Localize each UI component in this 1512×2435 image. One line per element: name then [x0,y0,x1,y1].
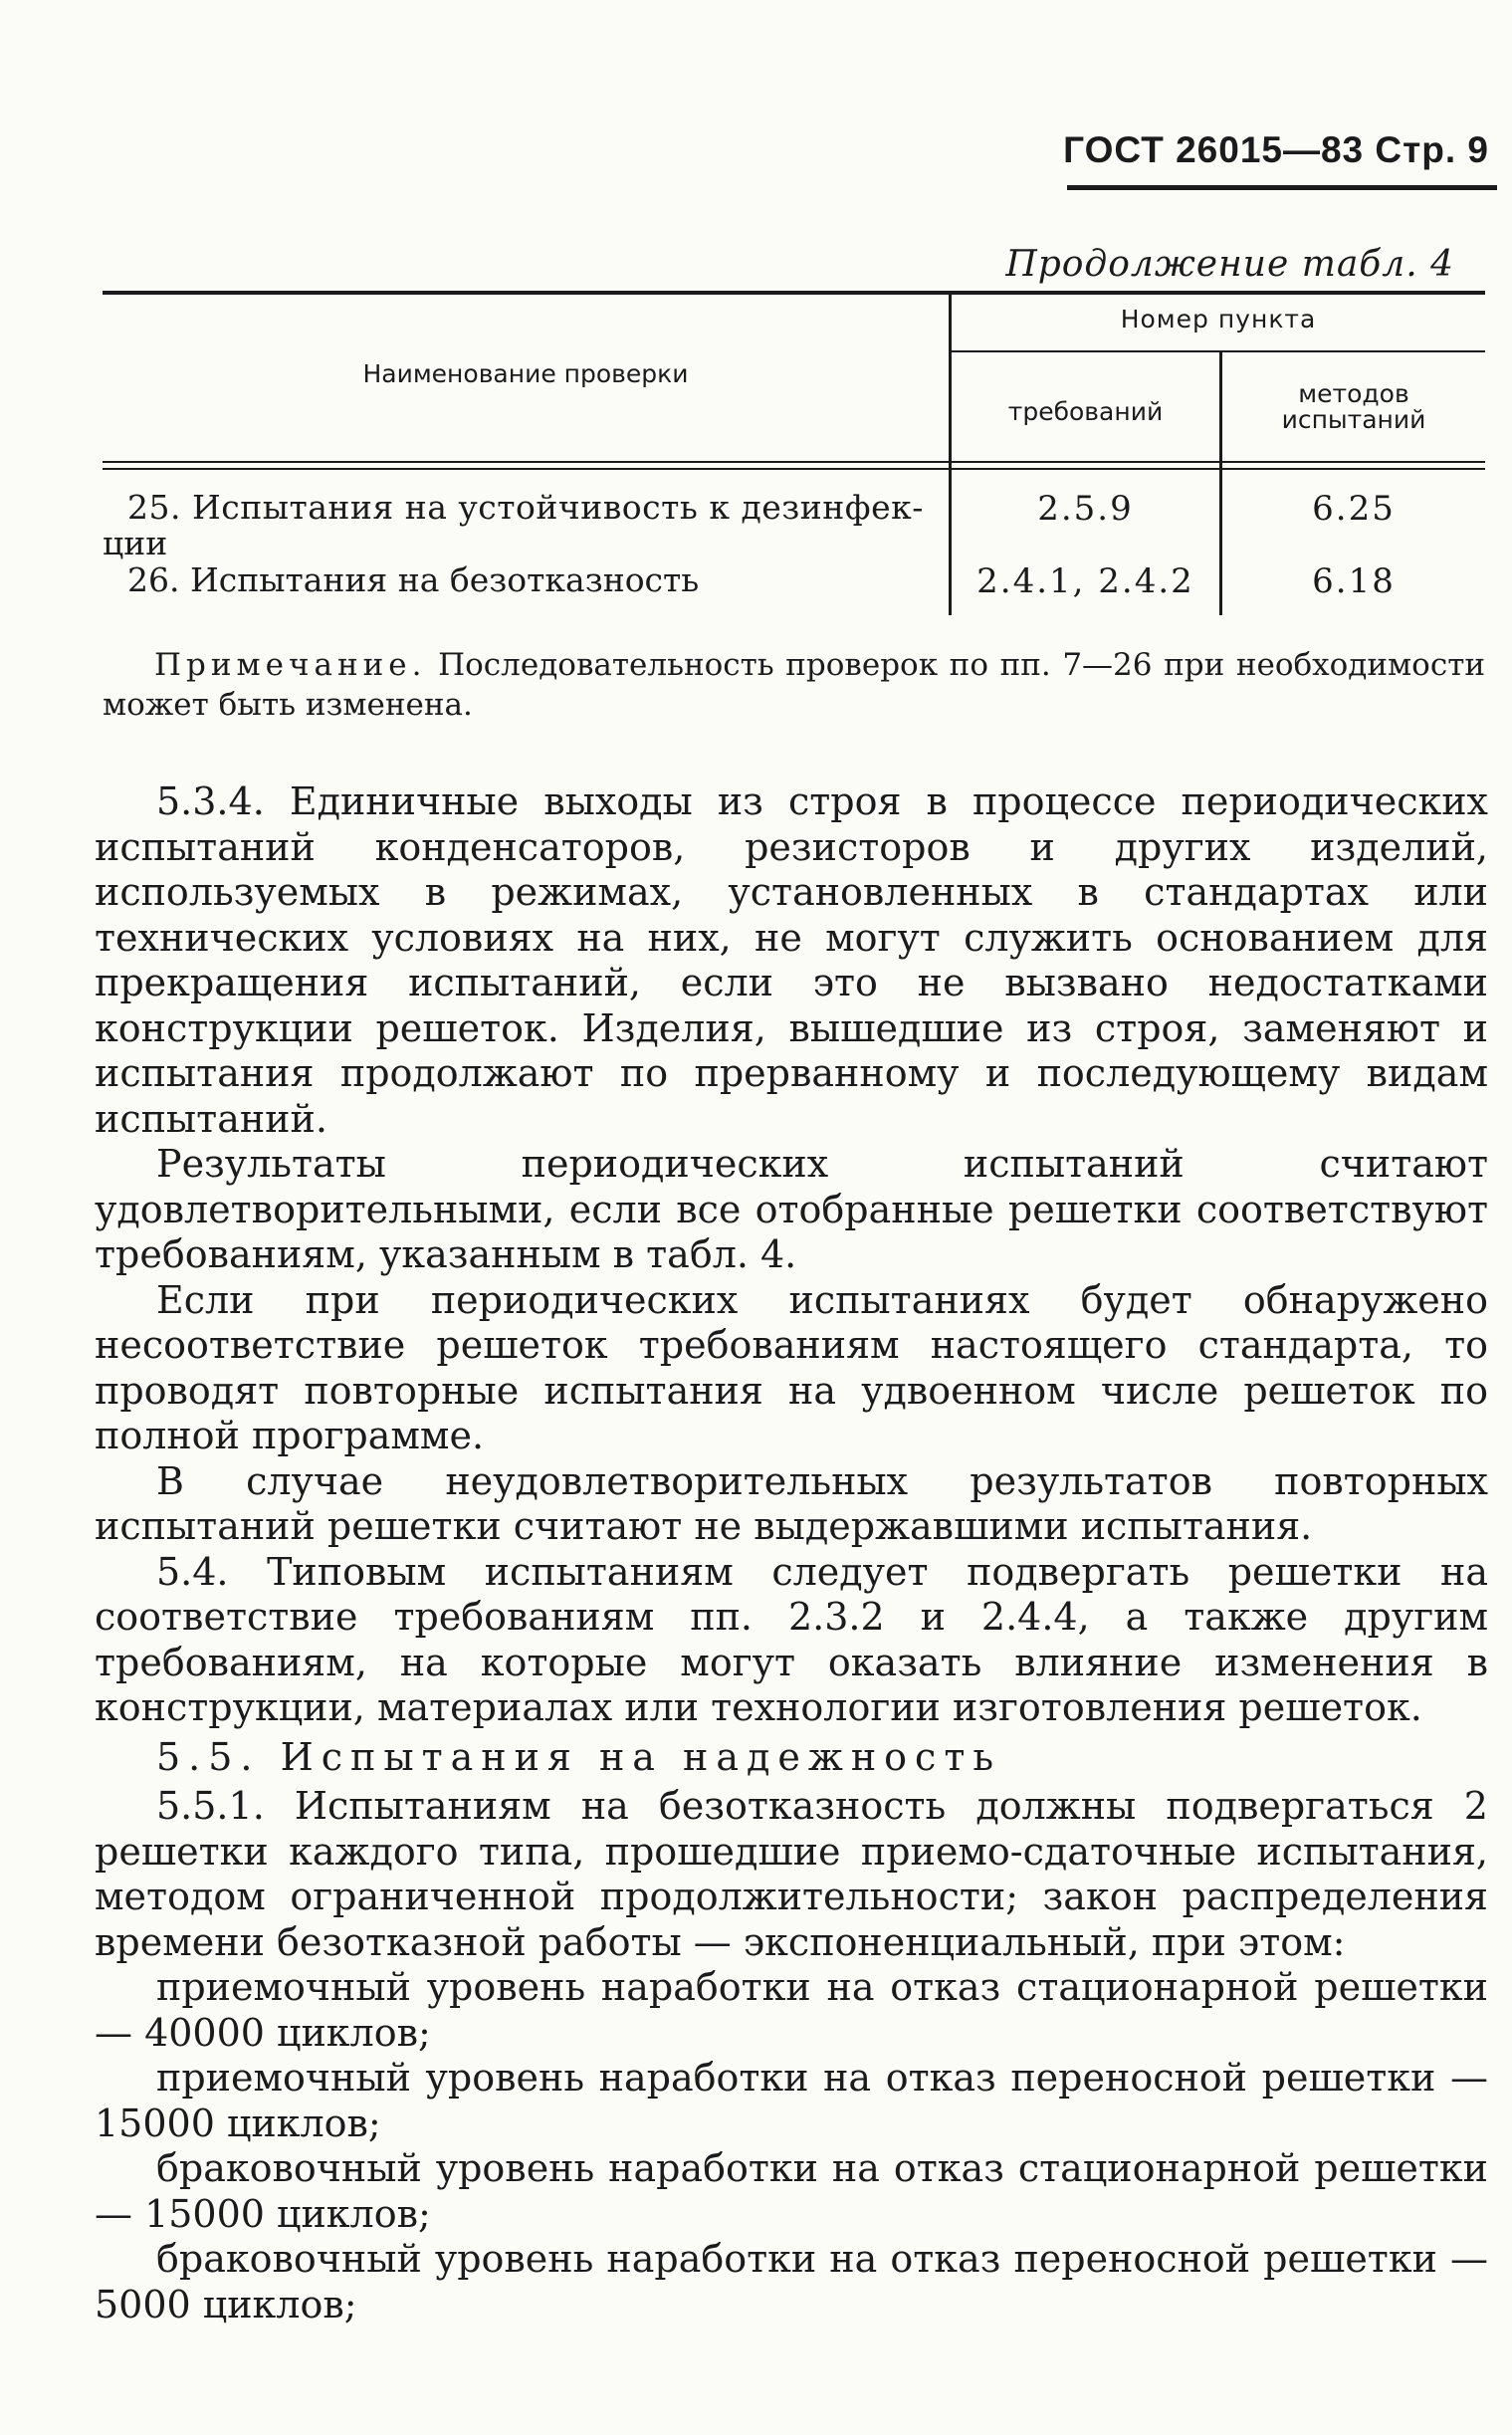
table-caption: Продолжение табл. 4 [1005,244,1454,285]
row-25-method: 6.25 [1312,489,1396,529]
level-item-2: приемочный уровень наработки на отказ переносной решетки — 15000 циклов; [95,2056,1488,2145]
col-header-methods-1: методов [1298,379,1409,408]
group-header-rule [951,350,1485,352]
row-26-req: 2.4.1, 2.4.2 [976,561,1194,601]
col-header-name: Наименование проверки [362,359,689,388]
row-26-name-1: 26. Испытания на безотказность [127,560,700,599]
level-item-1: приемочный уровень наработки на отказ стационарной решетки — 40000 циклов; [95,1965,1488,2055]
paragraph-repeat: В случае неудовлетворительных результатов повторных испытаний решетки считают не выдержавшими испытания. [95,1458,1488,1548]
level-item-3: браковочный уровень наработки на отказ стационарной решетки — 15000 циклов; [95,2146,1488,2236]
main-text [95,779,1488,2327]
table-note [103,645,1485,725]
row-25-req: 2.5.9 [1037,489,1134,529]
paragraph-results: Результаты периодических испытаний считают удовлетворительными, если все отобранные решетки соответствуют требованиям, указанным в табл. 4. [95,1142,1488,1276]
level-item-4: браковочный уровень наработки на отказ переносной решетки — 5000 циклов; [95,2237,1488,2326]
row-25-name-2: ции [103,524,168,562]
row-26-method: 6.18 [1312,561,1396,601]
paragraph-5-4: 5.4. Типовым испытаниям следует подвергать решетки на соответствие требованиям пп. 2.3.2 и 2.4.4, а также другим требованиям, на которые могут оказать влияние изменения в конструкции, материалах или технологии изготовления решеток. [95,1549,1488,1729]
page-header: ГОСТ 26015—83 Стр. 9 [1063,129,1489,170]
note-text: Последовательность проверок по пп. 7—26 при необходимости может быть изменена. [103,647,1486,723]
paragraph-5-5-1: 5.5.1. Испытаниям на безотказность должны подвергаться 2 решетки каждого типа, прошедшие приемо-сдаточные испытания, методом ограниченной продолжительности; закон распределения времени безотказной работы — экспоненциальный, при этом: [95,1784,1488,1964]
header-bottom-rule [103,461,1485,463]
col-header-requirements: требований [1007,397,1164,426]
col-header-methods-2: испытаний [1281,405,1426,434]
row-25-name-1: 25. Испытания на устойчивость к дезинфек- [127,488,924,527]
note-label: Примечание. [154,647,427,683]
paragraph-nonconformity: Если при периодических испытаниях будет обнаружено несоответствие решеток требованиям настоящего стандарта, то проводят повторные испытания на удвоенном числе решеток по полной программе. [95,1277,1488,1457]
header-rule [1067,185,1497,190]
checks-table [103,291,1485,615]
table-top-rule [103,291,1485,295]
header-bottom-rule-2 [103,468,1485,470]
col-header-group: Номер пункта [1120,305,1317,333]
section-heading-5-5: 5.5. Испытания на надежность [156,1734,1002,1779]
paragraph-5-3-4: 5.3.4. Единичные выходы из строя в процессе периодических испытаний конденсаторов, резисторов и других изделий, используемых в режимах, установленных в стандартах или технических условиях на них, не могут служить основанием для прекращения испытаний, если это не вызвано недостатками конструкции решеток. Изделия, вышедшие из строя, заменяют и испытания продолжают по прерванному и последующему видам испытаний. [95,779,1488,1141]
